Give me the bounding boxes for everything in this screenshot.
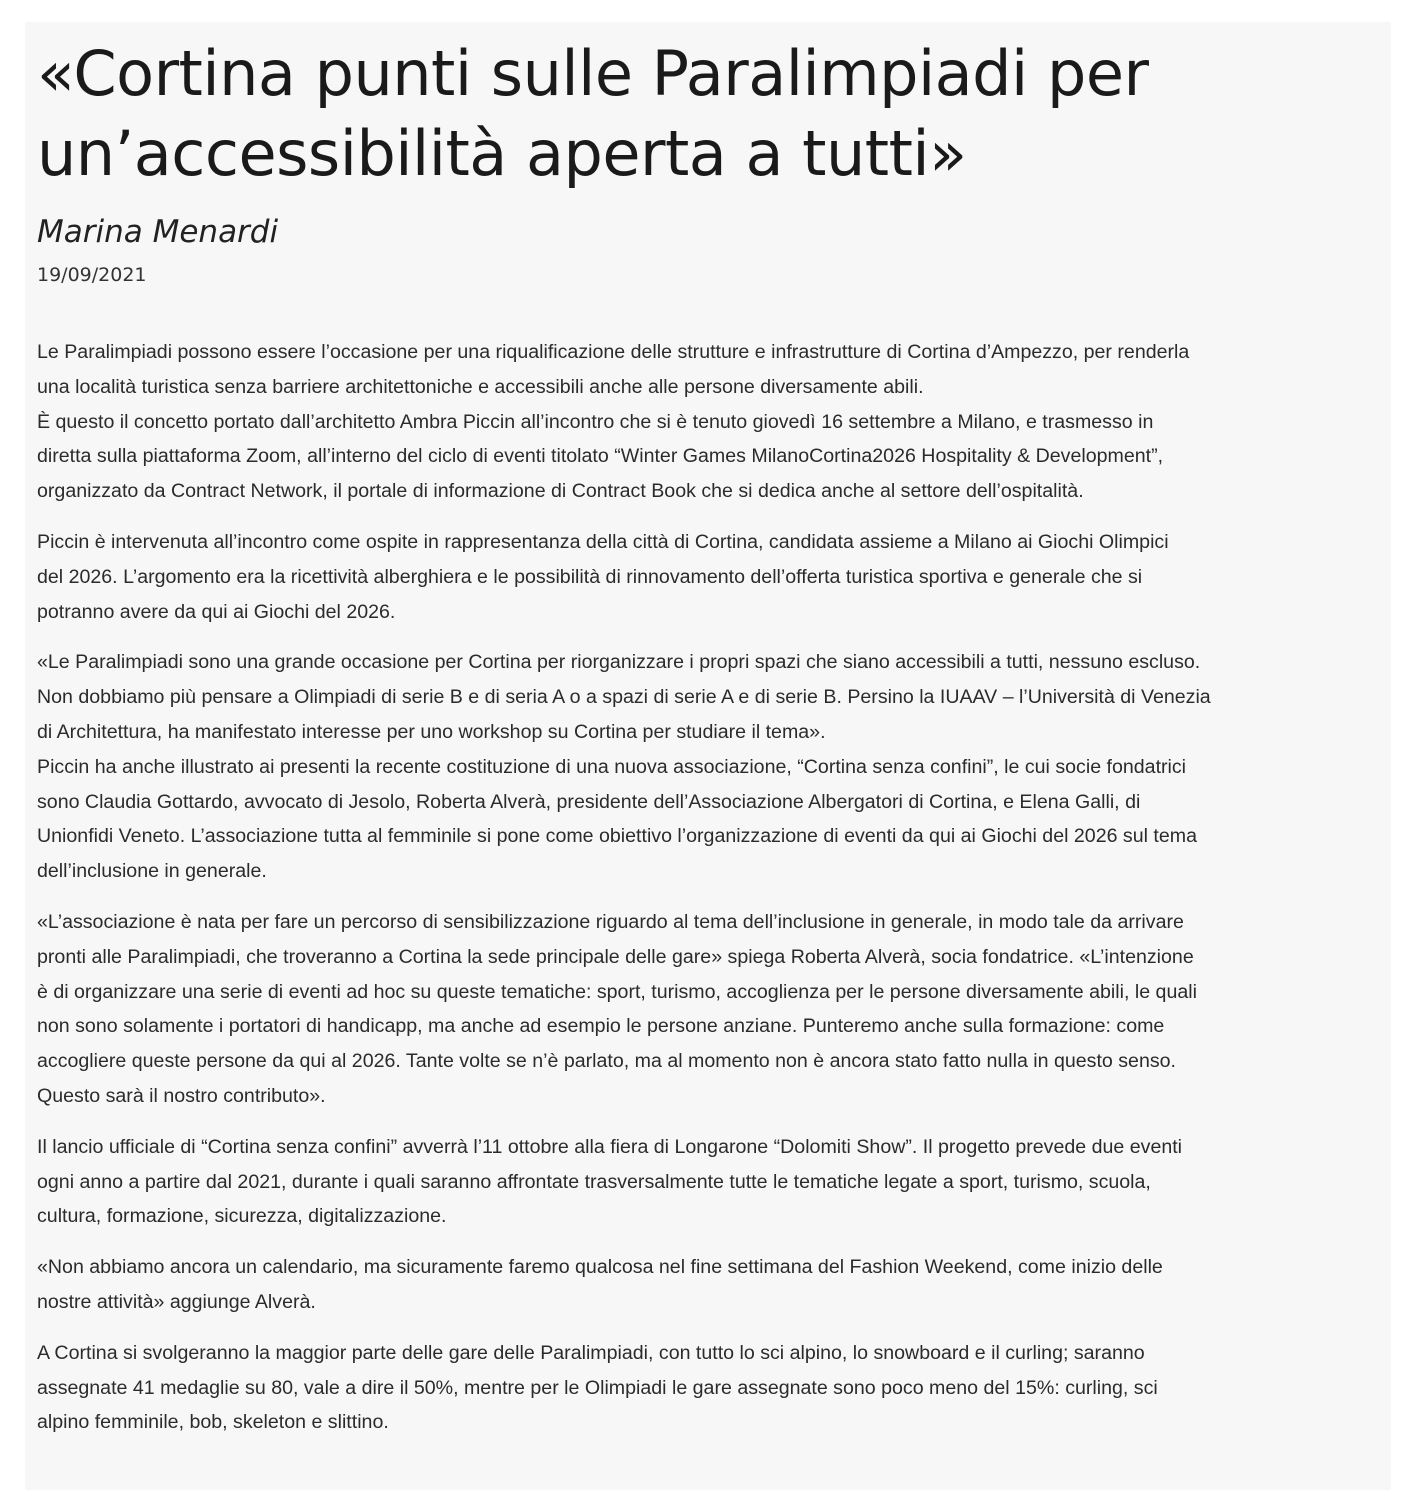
paragraph-line: è di organizzare una serie di eventi ad hoc su queste tematiche: sport, turismo, accoglienza per le persone diversamente abili, le quali (37, 980, 1197, 1003)
paragraph-line: «Le Paralimpiadi sono una grande occasione per Cortina per riorganizzare i propri spazi che siano accessibili a tutti, nessuno escluso. (37, 651, 1201, 674)
paragraph-line: È questo il concetto portato dall’architetto Ambra Piccin all’incontro che si è tenuto giovedì 16 settembre a Milano, e trasmesso in (37, 410, 1154, 433)
article-date: 19/09/2021 (37, 264, 147, 286)
paragraph-line: Non dobbiamo più pensare a Olimpiadi di serie B e di seria A o a spazi di serie A e di serie B. Persino la IUAAV – l’Università di Venezia (37, 686, 1211, 709)
paragraph-line: una località turistica senza barriere architettoniche e accessibili anche alle persone diversamente abili. (37, 375, 924, 398)
paragraph-line: Piccin ha anche illustrato ai presenti la recente costituzione di una nuova associazione, “Cortina senza confini”, le cui socie fondatrici (37, 755, 1187, 778)
paragraph-line: sono Claudia Gottardo, avvocato di Jesolo, Roberta Alverà, presidente dell’Associazione Albergatori di Cortina, e Elena Galli, di (37, 790, 1141, 813)
article-author: Marina Menardi (37, 214, 279, 250)
paragraph-line: Il lancio ufficiale di “Cortina senza confini” avverrà l’11 ottobre alla fiera di Longarone “Dolomiti Show”. Il progetto prevede due eventi (37, 1135, 1183, 1158)
article-page (25, 22, 1391, 1490)
paragraph-line: ogni anno a partire dal 2021, durante i quali saranno affrontate trasversalmente tutte le tematiche legate a sport, turismo, scuola, (37, 1170, 1151, 1193)
article-paragraph-3 (37, 645, 1377, 889)
article-title-line: un’accessibilità aperta a tutti» (37, 117, 967, 190)
paragraph-line: pronti alle Paralimpiadi, che troveranno a Cortina la sede principale delle gare» spiega Roberta Alverà, socia fondatrice. «L’intenzione (37, 945, 1194, 968)
paragraph-line: Unionfidi Veneto. L’associazione tutta al femminile si pone come obiettivo l’organizzazione di eventi da qui ai Giochi del 2026 sul tema (37, 825, 1197, 848)
paragraph-line: non sono solamente i portatori di handicapp, ma anche ad esempio le persone anziane. Punteremo anche sulla formazione: come (37, 1015, 1165, 1038)
paragraph-line: «Non abbiamo ancora un calendario, ma sicuramente faremo qualcosa nel fine settimana del Fashion Weekend, come inizio delle (37, 1256, 1163, 1279)
paragraph-line: Piccin è intervenuta all’incontro come ospite in rappresentanza della città di Cortina, candidata assieme a Milano ai Giochi Olimpici (37, 530, 1169, 553)
article-paragraph-5 (37, 1130, 1377, 1234)
article-paragraph-2 (37, 525, 1377, 629)
paragraph-line: alpino femminile, bob, skeleton e slittino. (37, 1411, 389, 1434)
article-paragraph-4 (37, 905, 1377, 1114)
paragraph-line: cultura, formazione, sicurezza, digitalizzazione. (37, 1205, 447, 1228)
article-title (37, 34, 1237, 194)
paragraph-line: organizzato da Contract Network, il portale di informazione di Contract Book che si dedica anche al settore dell’ospitalità. (37, 480, 1084, 503)
paragraph-line: «L’associazione è nata per fare un percorso di sensibilizzazione riguardo al tema dell’inclusione in generale, in modo tale da arrivare (37, 910, 1184, 933)
paragraph-line: dell’inclusione in generale. (37, 860, 267, 883)
article-paragraph-1 (37, 335, 1377, 509)
article-paragraph-6 (37, 1250, 1377, 1320)
article-body (37, 335, 1377, 1440)
paragraph-line: A Cortina si svolgeranno la maggior parte delle gare delle Paralimpiadi, con tutto lo sci alpino, lo snowboard e il curling; saranno (37, 1341, 1145, 1364)
article-paragraph-7 (37, 1336, 1377, 1440)
paragraph-line: potranno avere da qui ai Giochi del 2026. (37, 600, 396, 623)
article-title-line: «Cortina punti sulle Paralimpiadi per (37, 37, 1149, 110)
paragraph-line: accogliere queste persone da qui al 2026. Tante volte se n’è parlato, ma al momento non è ancora stato fatto nulla in questo senso. (37, 1050, 1176, 1073)
paragraph-line: nostre attività» aggiunge Alverà. (37, 1290, 316, 1313)
paragraph-line: Questo sarà il nostro contributo». (37, 1084, 326, 1107)
paragraph-line: diretta sulla piattaforma Zoom, all’interno del ciclo di eventi titolato “Winter Games MilanoCortina2026 Hospitality & Development”, (37, 445, 1164, 468)
paragraph-line: Le Paralimpiadi possono essere l’occasione per una riqualificazione delle strutture e infrastrutture di Cortina d’Ampezzo, per renderla (37, 341, 1190, 363)
paragraph-line: assegnate 41 medaglie su 80, vale a dire il 50%, mentre per le Olimpiadi le gare assegnate sono poco meno del 15%: curling, sci (37, 1376, 1158, 1399)
paragraph-line: del 2026. L’argomento era la ricettività alberghiera e le possibilità di rinnovamento dell’offerta turistica sportiva e generale che si (37, 565, 1143, 588)
paragraph-line: di Architettura, ha manifestato interesse per uno workshop su Cortina per studiare il tema». (37, 720, 826, 743)
